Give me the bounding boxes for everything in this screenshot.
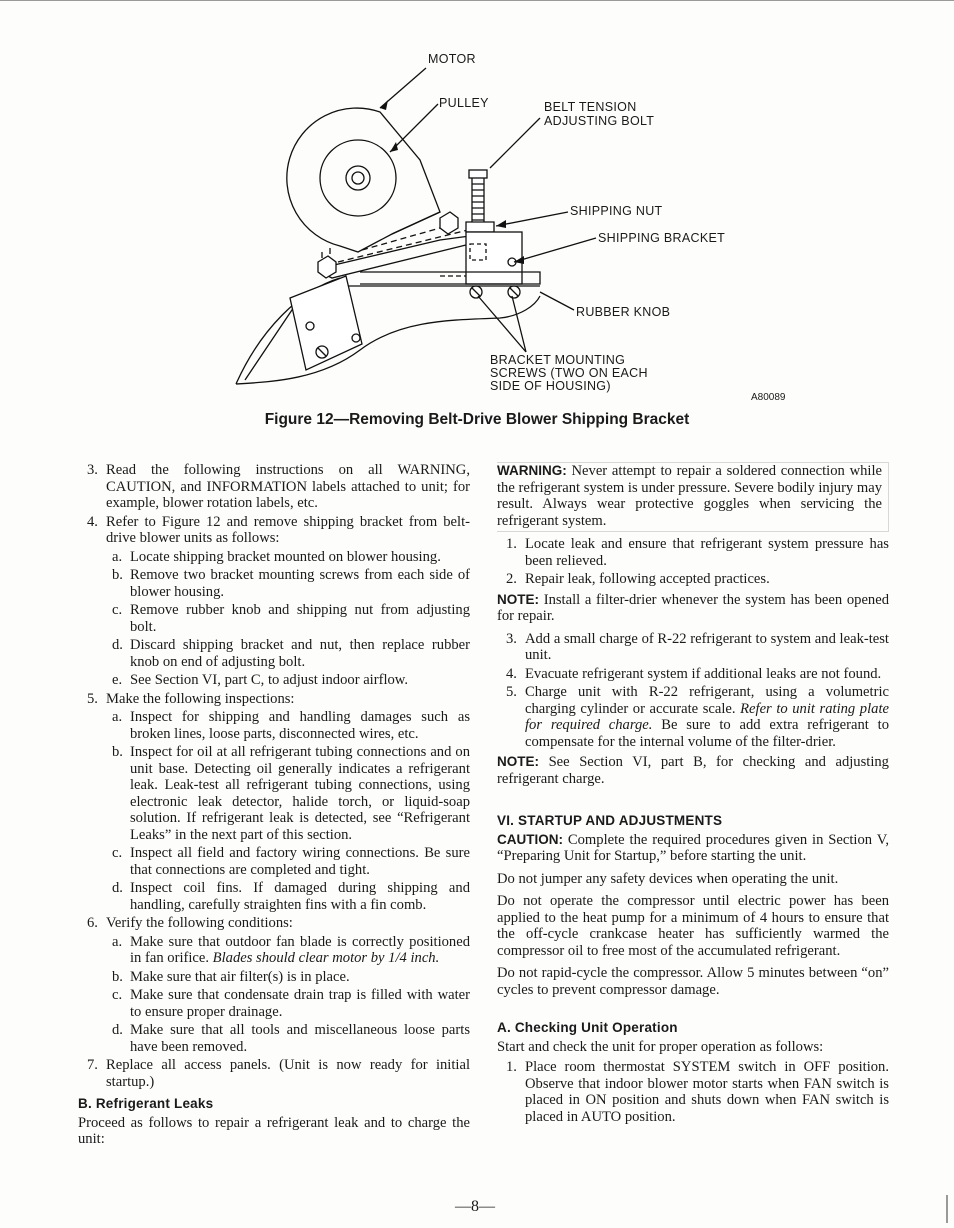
- list-item: 5. Charge unit with R-22 refrigerant, using a volumetric charging cylinder or accurate scale. Refer to unit rating plate for required charge. Be sure to add extra refrigerant to compensate for the internal volume of the filter-drier.: [506, 684, 889, 750]
- sub-list-item: a. Locate shipping bracket mounted on blower housing.: [112, 548, 441, 565]
- list-item: 7. Replace all access panels. (Unit is now ready for initial startup.): [87, 1057, 470, 1090]
- shipping-nut-label: SHIPPING NUT: [570, 204, 663, 218]
- pulley: [320, 140, 396, 216]
- figure-12: [0, 0, 954, 410]
- paragraph: Do not operate the compressor until electric power has been applied to the heat pump for a minimum of 4 hours to ensure that the off-cycle crankcase heater has sufficiently warmed the compressor oil to free most of the accumulated refrigerant.: [497, 893, 889, 959]
- sub-list-item: d. Make sure that all tools and miscellaneous loose parts have been removed.: [112, 1022, 470, 1055]
- note-charge: NOTE: See Section VI, part B, for checking and adjusting refrigerant charge.: [497, 754, 889, 787]
- pulley-label: PULLEY: [439, 96, 489, 110]
- sub-list-item: b. Make sure that air filter(s) is in place.: [112, 968, 350, 985]
- list-item: 3. Read the following instructions on all WARNING, CAUTION, and INFORMATION labels attached to unit; for example, blower rotation labels, etc.: [87, 462, 470, 511]
- paragraph: Do not rapid-cycle the compressor. Allow 5 minutes between “on” cycles to prevent compressor damage.: [497, 965, 889, 998]
- bracket-screws-label-line3: SIDE OF HOUSING): [490, 379, 611, 393]
- checking-unit-intro: Start and check the unit for proper operation as follows:: [497, 1038, 824, 1055]
- belt-tension-label-line2: ADJUSTING BOLT: [544, 114, 655, 128]
- bracket-screws-label-line2: SCREWS (TWO ON EACH: [490, 366, 648, 380]
- refrigerant-leaks-intro: Proceed as follows to repair a refrigerant leak and to charge the unit:: [78, 1114, 470, 1147]
- paragraph: Do not jumper any safety devices when operating the unit.: [497, 870, 839, 887]
- list-item: 4. Refer to Figure 12 and remove shipping bracket from belt-drive blower units as follows:: [87, 513, 470, 546]
- figure-code: A80089: [751, 392, 786, 403]
- sub-list-item: a. Make sure that outdoor fan blade is correctly positioned in fan orifice. Blades should clear motor by 1/4 inch.: [112, 933, 470, 966]
- left-column: [78, 462, 470, 1154]
- sub-list-item: b. Inspect for oil at all refrigerant tubing connections and on unit base. Detecting oil generally indicates a refrigerant leak. Leak-test all refrigerant tubing connections, using electronic leak detector, halide torch, or liquid-soap solution. If refrigerant leak is detected, see “Refrigerant Leaks” in the next part of this section.: [112, 744, 470, 843]
- sub-list-item: c. Make sure that condensate drain trap is filled with water to ensure proper drainage.: [112, 987, 470, 1020]
- list-item: 3. Add a small charge of R-22 refrigerant to system and leak-test unit.: [506, 630, 889, 663]
- motor-label: MOTOR: [428, 52, 476, 66]
- note-filter-drier: NOTE: Install a filter-drier whenever the system has been opened for repair.: [497, 591, 889, 624]
- caution-box: CAUTION: Complete the required procedures given in Section V, “Preparing Unit for Startup,” before starting the unit.: [497, 831, 889, 864]
- bracket-screws-label-line1: BRACKET MOUNTING: [490, 353, 626, 367]
- rubber-knob-label: RUBBER KNOB: [576, 305, 671, 319]
- figure-caption: Figure 12—Removing Belt-Drive Blower Shipping Bracket: [264, 411, 690, 428]
- sub-list-item: c. Remove rubber knob and shipping nut from adjusting bolt.: [112, 602, 470, 635]
- list-item: 5. Make the following inspections:: [87, 690, 295, 707]
- scan-right-edge: [946, 1195, 948, 1223]
- scan-top-edge: [0, 0, 954, 1]
- sub-list-item: e. See Section VI, part C, to adjust indoor airflow.: [112, 672, 409, 688]
- sub-list-item: b. Remove two bracket mounting screws from each side of blower housing.: [112, 567, 470, 600]
- shipping-bracket-label: SHIPPING BRACKET: [598, 231, 726, 245]
- heading-startup-adjustments: VI. STARTUP AND ADJUSTMENTS: [497, 813, 723, 828]
- sub-list-item: d. Inspect coil fins. If damaged during shipping and handling, carefully straighten fins with a fin comb.: [112, 880, 470, 913]
- page-number: —8—: [455, 1198, 495, 1215]
- heading-checking-unit-operation: A. Checking Unit Operation: [497, 1020, 678, 1035]
- right-column: [497, 462, 889, 1127]
- list-item: 1. Place room thermostat SYSTEM switch in OFF position. Observe that indoor blower motor starts when FAN switch is placed in ON position and shuts down when FAN switch is placed in AUTO position.: [506, 1059, 889, 1125]
- list-item: 6. Verify the following conditions:: [87, 915, 293, 931]
- sub-list-item: c. Inspect all field and factory wiring connections. Be sure that connections are completed and tight.: [112, 845, 470, 878]
- warning-box: WARNING: Never attempt to repair a soldered connection while the refrigerant system is under pressure. Severe bodily injury may result. Always wear protective goggles when servicing the refrigerant system.: [497, 462, 889, 532]
- list-item: 1. Locate leak and ensure that refrigerant system pressure has been relieved.: [506, 536, 889, 569]
- list-item: 2. Repair leak, following accepted practices.: [506, 571, 770, 587]
- sub-list-item: a. Inspect for shipping and handling damages such as broken lines, loose parts, disconnected wires, etc.: [112, 709, 470, 742]
- list-item: 4. Evacuate refrigerant system if additional leaks are not found.: [506, 665, 882, 682]
- heading-refrigerant-leaks: B. Refrigerant Leaks: [78, 1096, 214, 1111]
- blower-bracket-diagram: [0, 0, 954, 410]
- belt-tension-label-line1: BELT TENSION: [544, 100, 637, 114]
- sub-list-item: d. Discard shipping bracket and nut, then replace rubber knob on end of adjusting bolt.: [112, 637, 470, 670]
